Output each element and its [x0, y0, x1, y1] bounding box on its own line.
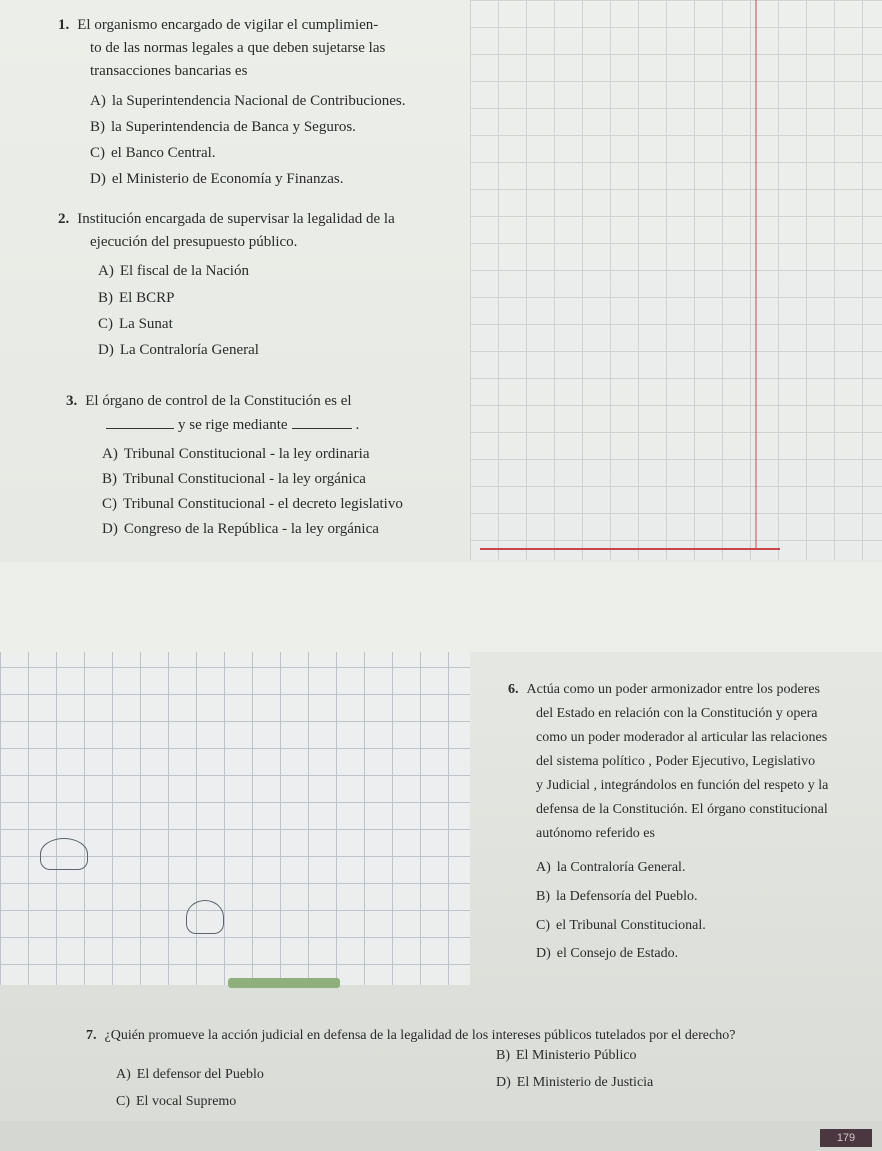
- doodle-figure-1: [40, 838, 88, 870]
- question-number: 2.: [58, 211, 70, 227]
- question-text-line: El órgano de control de la Constitución es el: [85, 393, 352, 409]
- question-1: [58, 16, 438, 80]
- option-7c[interactable]: C) El vocal Supremo: [116, 1094, 237, 1109]
- option-3b[interactable]: B) Tribunal Constitucional - la ley orgánica: [102, 471, 366, 487]
- grid-paper-bottom-left: [0, 640, 470, 985]
- question-6: [508, 678, 838, 846]
- option-1b[interactable]: B) la Superintendencia de Banca y Seguros.: [90, 119, 356, 135]
- question-3: [66, 392, 446, 435]
- page-bottom-band: [0, 1121, 882, 1151]
- question-text-line: como un poder moderador al articular las relaciones: [536, 730, 828, 745]
- margin-line-vertical: [755, 0, 757, 548]
- question-text-line: to de las normas legales a que deben sujetarse las: [90, 39, 386, 56]
- question-number: 1.: [58, 17, 70, 33]
- option-7d[interactable]: D) El Ministerio de Justicia: [496, 1075, 654, 1090]
- grid-paper-right: [470, 0, 882, 560]
- answer-blank[interactable]: [292, 428, 352, 429]
- question-text-line: ¿Quién promueve la acción judicial en defensa de la legalidad de los intereses públicos tutelados por el derecho?: [104, 1028, 736, 1043]
- option-3d[interactable]: D) Congreso de la República - la ley orgánica: [102, 521, 379, 537]
- question-number: 7.: [86, 1028, 97, 1043]
- option-1a[interactable]: A) la Superintendencia Nacional de Contribuciones.: [90, 93, 406, 109]
- option-1d[interactable]: D) el Ministerio de Economía y Finanzas.: [90, 171, 344, 187]
- margin-line-top: [480, 548, 780, 550]
- question-text-line: defensa de la Constitución. El órgano constitucional: [536, 802, 828, 817]
- option-1c[interactable]: C) el Banco Central.: [90, 145, 216, 161]
- option-6d[interactable]: D) el Consejo de Estado.: [536, 946, 679, 961]
- question-text-line: transacciones bancarias es: [90, 62, 248, 79]
- question-punctuation: .: [355, 416, 360, 433]
- page-number: 179: [820, 1129, 872, 1147]
- question-7: [86, 1027, 866, 1045]
- option-6c[interactable]: C) el Tribunal Constitucional.: [536, 918, 706, 933]
- question-number: 6.: [508, 682, 519, 697]
- question-text-line: Actúa como un poder armonizador entre los poderes: [526, 682, 821, 697]
- question-text-line: autónomo referido es: [536, 826, 655, 841]
- green-mark: [228, 978, 340, 988]
- question-text-line: ejecución del presupuesto público.: [90, 233, 298, 250]
- option-2c[interactable]: C) La Sunat: [98, 316, 173, 332]
- question-text-line: El organismo encargado de vigilar el cumplimien-: [77, 17, 379, 33]
- question-number: 3.: [66, 393, 78, 409]
- question-text-line: del sistema político , Poder Ejecutivo, Legislativo: [536, 754, 816, 769]
- answer-blank[interactable]: [106, 428, 174, 429]
- torn-paper-strip: [0, 562, 882, 652]
- option-2a[interactable]: A) El fiscal de la Nación: [98, 263, 249, 279]
- option-6a[interactable]: A) la Contraloría General.: [536, 860, 686, 875]
- option-6b[interactable]: B) la Defensoría del Pueblo.: [536, 889, 698, 904]
- question-text-line: y Judicial , integrándolos en función del respeto y la: [536, 778, 829, 793]
- option-3a[interactable]: A) Tribunal Constitucional - la ley ordinaria: [102, 446, 370, 462]
- question-text-line: y se rige mediante: [178, 416, 288, 433]
- question-text-line: Institución encargada de supervisar la legalidad de la: [77, 211, 395, 227]
- option-7a[interactable]: A) El defensor del Pueblo: [116, 1067, 264, 1082]
- option-3c[interactable]: C) Tribunal Constitucional - el decreto legislativo: [102, 496, 403, 512]
- option-2b[interactable]: B) El BCRP: [98, 290, 175, 306]
- question-text-line: del Estado en relación con la Constitución y opera: [536, 706, 818, 721]
- doodle-figure-2: [186, 900, 224, 934]
- question-2: [58, 210, 438, 252]
- option-7b[interactable]: B) El Ministerio Público: [496, 1048, 637, 1063]
- option-2d[interactable]: D) La Contraloría General: [98, 342, 259, 358]
